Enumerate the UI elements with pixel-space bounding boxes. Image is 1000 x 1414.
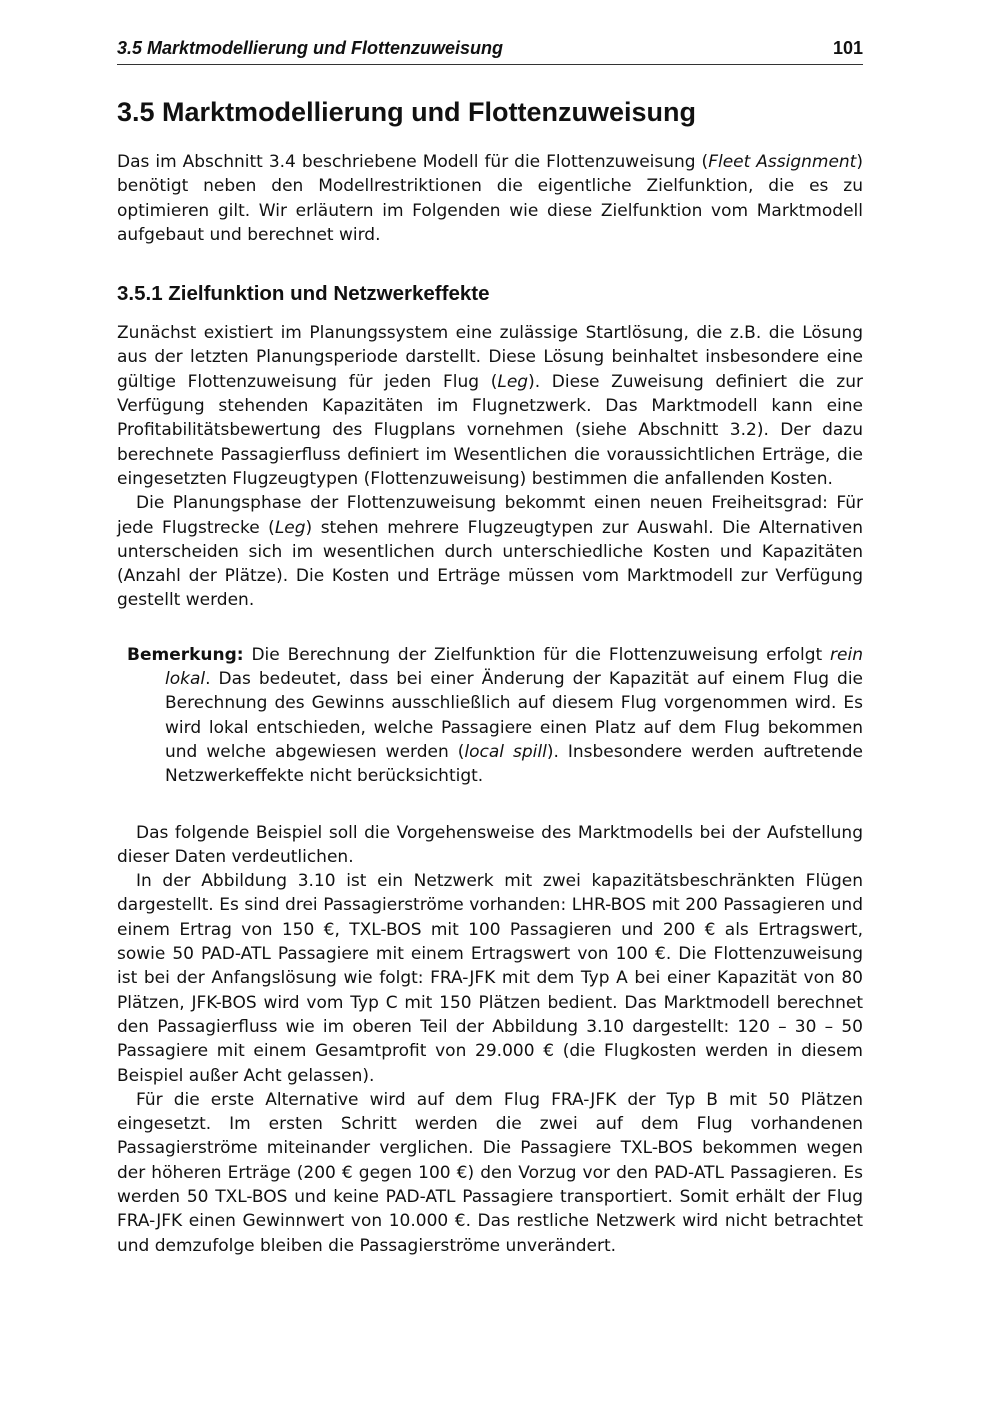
emphasis: Leg (497, 371, 529, 392)
text-run: ). Diese Zuweisung definiert die zur Verfügung stehenden Kapazitäten im Flugnetzwerk. Das Marktmodell kann eine Profitabilitätsbewertung des Flugplans vornehmen (siehe Abschnitt 3.2). Der dazu berechnete Passagierfluss definiert im Wesentlichen die voraussichtlichen Erträge, die eingesetzten Flugzeugtypen (Flottenzuweisung) bestimmen die anfallenden Kosten. (117, 371, 863, 489)
text-run: Die Berechnung der Zielfunktion für die Flottenzuweisung erfolgt (243, 644, 831, 665)
subsection-heading: 3.5.1 Zielfunktion und Netzwerkeffekte (117, 282, 490, 306)
text-run: Das im Abschnitt 3.4 beschriebene Modell für die Flottenzuweisung ( (117, 152, 709, 172)
paragraph-planning-phase (117, 491, 863, 612)
section-heading: 3.5 Marktmodellierung und Flottenzuweisung (117, 97, 697, 127)
emphasis: Fleet Assignment (708, 152, 857, 172)
text-run: ). Insbesondere werden auftretende Netzwerkeffekte nicht berücksichtigt. (165, 741, 863, 787)
spacer (117, 247, 863, 281)
text-run: ) stehen mehrere Flugzeugtypen zur Auswahl. Die Alternativen unterscheiden sich im wesentlichen durch unterschiedliche Kosten und Kapazitäten (Anzahl der Plätze). Die Kosten und Erträge müssen vom Marktmodell zur Verfügung gestellt werden. (117, 517, 863, 611)
paragraph-first-alternative: Für die erste Alternative wird auf dem Flug FRA-JFK der Typ B mit 50 Plätzen eingesetzt. Im ersten Schritt werden die zwei auf dem Flug vorhandenen Passagierströme miteinander verglichen. Die Passagiere TXL-BOS bekommen wegen der höheren Erträge (200 € gegen 100 €) den Vorzug vor den PAD-ATL Passagieren. Es werden 50 TXL-BOS und keine PAD-ATL Passagiere transportiert. Somit erhält der Flug FRA-JFK einen Gewinnwert von 10.000 €. Das restliche Netzwerk wird nicht betrachtet und demzufolge bleiben die Passagierströme unverändert. (117, 1089, 863, 1256)
text-run: Zunächst existiert im Planungssystem eine zulässige Startlösung, die z.B. die Lösung aus der letzten Planungsperiode darstellt. Diese Lösung beinhaltet insbesondere eine gültige Flottenzuweisung für jeden Flug ( (117, 323, 863, 392)
page-content (117, 96, 863, 1258)
emphasis: local spill (464, 741, 547, 762)
emphasis: rein lokal (165, 644, 863, 690)
section-intro-paragraph (117, 150, 863, 247)
remark-label: Bemerkung: (127, 644, 244, 665)
spacer (117, 613, 863, 643)
text-run: Die Planungsphase der Flottenzuweisung bekommt einen neuen Freiheitsgrad: Für jede Flugstrecke ( (117, 493, 863, 538)
text-run: ) benötigt neben den Modellrestriktionen die eigentliche Zielfunktion, die es zu optimieren gilt. Wir erläutern im Folgenden wie diese Zielfunktion vom Marktmodell aufgebaut und berechnet wird. (117, 152, 863, 245)
paragraph-network-example: In der Abbildung 3.10 ist ein Netzwerk mit zwei kapazitätsbeschränkten Flügen dargestellt. Es sind drei Passagierströme vorhanden: LHR-BOS mit 200 Passagieren und einem Ertrag von 150 €, TXL-BOS mit 100 Passagieren und 200 € als Ertragswert, sowie 50 PAD-ATL Passagiere mit einem Ertragswert von 100 €. Die Flottenzuweisung ist bei der Anfangslösung wie folgt: FRA-JFK mit dem Typ A bei einer Kapazität von 80 Plätzen, JFK-BOS wird vom Typ C mit 150 Plätzen bedient. Das Marktmodell berechnet den Passagierfluss wie im oberen Teil der Abbildung 3.10 dargestellt: 120 – 30 – 50 Passagiere mit einem Gesamtprofit von 29.000 € (die Flugkosten werden in diesem Beispiel außer Acht gelassen). (117, 871, 863, 1086)
spacer (117, 789, 863, 821)
emphasis: Leg (274, 517, 306, 538)
paragraph-example-intro: Das folgende Beispiel soll die Vorgehensweise des Marktmodells bei der Aufstellung dieser Daten verdeutlichen. (117, 822, 863, 867)
page-number: 101 (832, 38, 863, 58)
text-run: . Das bedeutet, dass bei einer Änderung der Kapazität auf einem Flug die Berechnung des Gewinns ausschließlich auf diesem Flug vorgenommen wird. Es wird lokal entschieden, welche Passagiere einen Platz auf dem Flug bekommen und welche abgewiesen werden ( (165, 669, 863, 762)
running-header-title: 3.5 Marktmodellierung und Flottenzuweisung (117, 38, 504, 58)
remark-block (127, 643, 863, 789)
paragraph-start-solution (117, 321, 863, 491)
running-header (117, 38, 863, 65)
